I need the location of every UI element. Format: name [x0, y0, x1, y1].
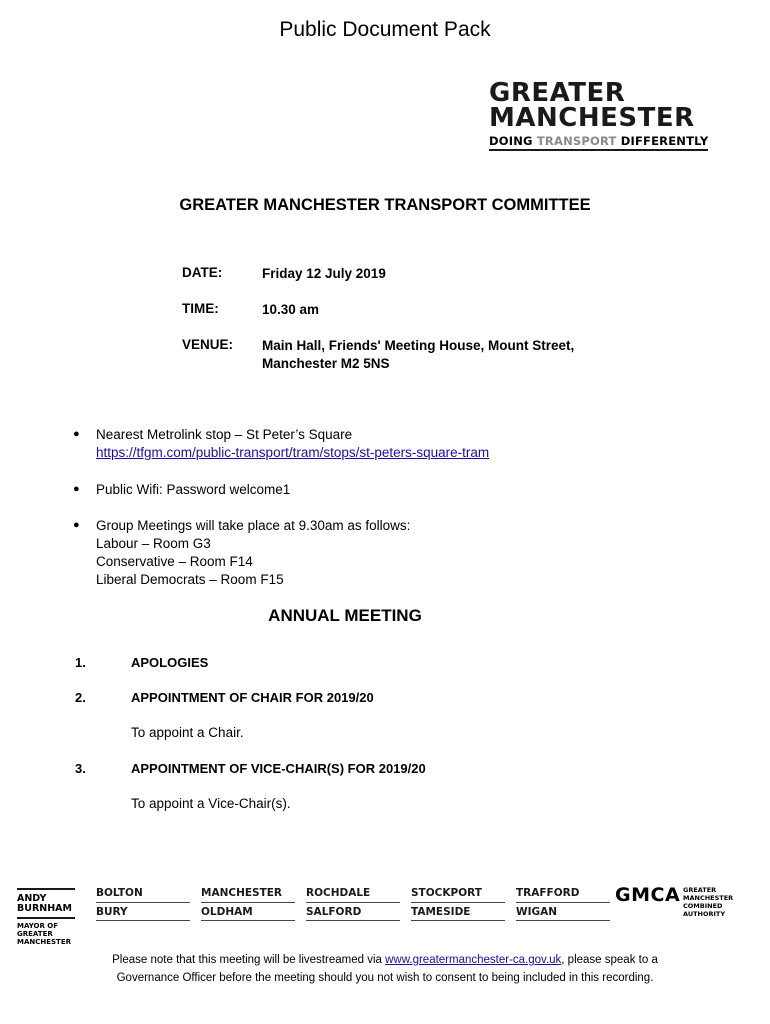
logo-line-1: GREATER [489, 78, 626, 108]
livestream-note [0, 951, 770, 987]
logo-tag-part1: DOING [489, 134, 537, 148]
bullet-group-meetings [96, 517, 410, 589]
mayor-role-3: MANCHESTER [17, 938, 72, 946]
mayor-role-2: GREATER [17, 930, 53, 938]
agenda-item-number: 1. [75, 655, 86, 670]
time-label: TIME: [182, 301, 219, 316]
logo-line-2: MANCHESTER [489, 103, 695, 133]
date-value: Friday 12 July 2019 [262, 266, 386, 281]
bullet-icon: ● [73, 428, 80, 440]
logo-tagline [489, 134, 708, 151]
committee-title: GREATER MANCHESTER TRANSPORT COMMITTEE [179, 196, 591, 214]
borough-name: WIGAN [516, 903, 610, 921]
gmca-subtitle [683, 886, 733, 918]
agenda-item-number: 2. [75, 690, 86, 705]
borough-pair [306, 887, 400, 921]
metrolink-link[interactable]: https://tfgm.com/public-transport/tram/stops/st-peters-square-tram [96, 445, 490, 460]
venue-line-2: Manchester M2 5NS [262, 356, 390, 371]
group-labour: Labour – Room G3 [96, 536, 211, 551]
gmca-small-4: AUTHORITY [683, 910, 726, 918]
note-text-3: Governance Officer before the meeting should you not wish to consent to being included in this recording. [116, 972, 654, 984]
borough-pair [516, 887, 610, 921]
tfgm-logo [489, 78, 733, 148]
date-label: DATE: [182, 265, 223, 280]
borough-name: STOCKPORT [411, 887, 505, 903]
borough-name: MANCHESTER [201, 887, 295, 903]
gmca-small-1: GREATER [683, 886, 717, 894]
borough-name: TRAFFORD [516, 887, 610, 903]
note-text-2: , please speak to a [561, 954, 658, 966]
venue-line-1: Main Hall, Friends' Meeting House, Mount Street, [262, 338, 575, 353]
logo-tag-part3: DIFFERENTLY [616, 134, 709, 148]
mayor-first-name: ANDY [17, 893, 47, 904]
borough-pair [411, 887, 505, 921]
borough-name: SALFORD [306, 903, 400, 921]
bullet-metrolink [96, 426, 489, 462]
agenda-item-heading: APOLOGIES [131, 655, 209, 670]
mayor-last-name: BURNHAM [17, 903, 72, 914]
borough-name: ROCHDALE [306, 887, 400, 903]
annual-meeting-heading: ANNUAL MEETING [268, 606, 422, 625]
gmca-website-link[interactable]: www.greatermanchester-ca.gov.uk [385, 954, 562, 966]
borough-pair [96, 887, 190, 921]
mayor-logo [17, 888, 75, 946]
borough-name: OLDHAM [201, 903, 295, 921]
note-text-1: Please note that this meeting will be livestreamed via [112, 954, 386, 966]
agenda-item-number: 3. [75, 761, 86, 776]
borough-name: TAMESIDE [411, 903, 505, 921]
group-lib-dem: Liberal Democrats – Room F15 [96, 572, 284, 587]
gmca-logo [615, 884, 680, 906]
bullet-wifi: Public Wifi: Password welcome1 [96, 482, 291, 497]
gmca-wordmark: GMCA [615, 884, 681, 906]
logo-tag-part2: TRANSPORT [536, 134, 617, 148]
time-value: 10.30 am [262, 302, 320, 317]
borough-name: BURY [96, 903, 190, 921]
group-meetings-intro: Group Meetings will take place at 9.30am as follows: [96, 518, 411, 533]
bullet-metrolink-text: Nearest Metrolink stop – St Peter’s Square [96, 427, 353, 442]
agenda-item-description: To appoint a Vice-Chair(s). [131, 796, 291, 811]
venue-label: VENUE: [182, 337, 234, 352]
group-conservative: Conservative – Room F14 [96, 554, 253, 569]
agenda-item-heading: APPOINTMENT OF CHAIR FOR 2019/20 [131, 690, 374, 705]
bullet-icon: ● [73, 483, 80, 495]
pack-title: Public Document Pack [279, 18, 491, 41]
borough-pair [201, 887, 295, 921]
mayor-role-1: MAYOR OF [17, 922, 59, 930]
agenda-item-description: To appoint a Chair. [131, 725, 244, 740]
venue-value [262, 337, 574, 373]
gmca-small-2: MANCHESTER [683, 894, 734, 902]
gmca-small-3: COMBINED [683, 902, 723, 910]
bullet-icon: ● [73, 519, 80, 531]
agenda-item-heading: APPOINTMENT OF VICE-CHAIR(S) FOR 2019/20 [131, 761, 426, 776]
borough-name: BOLTON [96, 887, 190, 903]
